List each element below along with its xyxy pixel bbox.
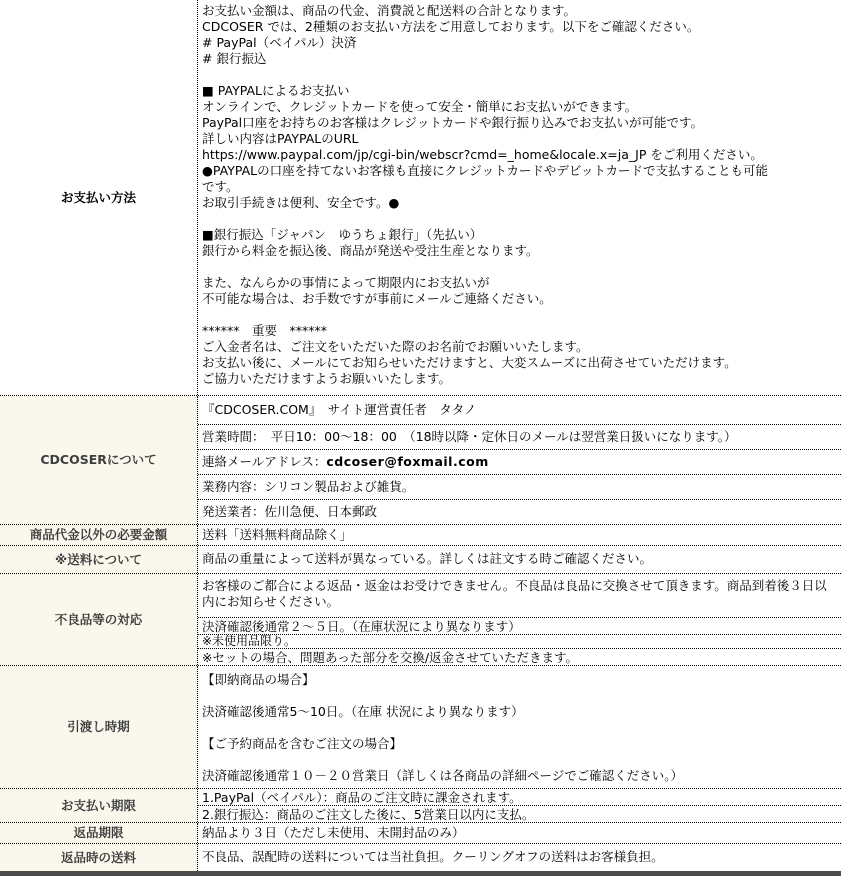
delivery-line: 決済確認後通常１０－２０営業日（詳しくは各商品の詳細ページでご確認ください。） bbox=[202, 768, 684, 783]
payment-line: ご入金者名は、ご注文をいただいた際のお名前でお願いいたします。 bbox=[202, 339, 589, 354]
payment-line: お支払い金額は、商品の代金、消費説と配送料の合計となります。 bbox=[202, 3, 577, 18]
section-return-deadline bbox=[0, 822, 841, 843]
defective-row: ※セットの場合、問題あった部分を交換/返金させていただきます。 bbox=[198, 648, 841, 665]
payment-line: オンラインで、クレジットカードを使って安全・簡単にお支払いができます。 bbox=[202, 99, 638, 114]
return-deadline-text: 納品より３日（ただし未使用、未開封品のみ） bbox=[202, 825, 465, 840]
defective-row: ※未使用品限り。 bbox=[198, 634, 841, 648]
payment-line: PayPal口座をお持ちのお客様はクレジットカードや銀行振り込みでお支払いが可能です。 bbox=[202, 115, 703, 130]
payment-line: ご協力いただけますようお願いいたします。 bbox=[202, 371, 452, 386]
about-row-site: 『CDCOSER.COM』 サイト運営責任者 タタノ bbox=[202, 402, 477, 417]
delivery-line-blank bbox=[202, 720, 837, 736]
section-payment-method bbox=[0, 0, 841, 395]
row-header-payment-deadline: お支払い期限 bbox=[0, 789, 198, 822]
payment-line: # PayPal（ベイパル）決済 bbox=[202, 35, 357, 50]
row-header-delivery: 引渡し時期 bbox=[0, 666, 198, 788]
shipping-note-text: 商品の重量によって送料が異なっている。詳しくは註文する時ご確認ください。 bbox=[202, 551, 653, 566]
about-row-hours: 営業時間： 平日10：00～18：00 （18時以降・定休日のメールは翌営業日扱いになります。） bbox=[198, 424, 841, 449]
section-defective bbox=[0, 573, 841, 665]
delivery-line: 決済確認後通常5～10日。（在庫 状況により異なります） bbox=[202, 704, 524, 719]
payment-line: 銀行から料金を振込後、商品が発送や受注生産となります。 bbox=[202, 243, 539, 258]
payment-line: 詳しい内容はPAYPALのURL bbox=[202, 131, 359, 146]
email-address: cdcoser@foxmail.com bbox=[326, 454, 489, 469]
payment-line: お支払い後に、メールにてお知らせいただけますと、大変スムーズに出荷させていただけます。 bbox=[202, 355, 737, 370]
payment-deadline-row: 1.PayPal（ベイパル）：商品のご注文時に課金されます。 bbox=[202, 790, 522, 805]
section-about bbox=[0, 395, 841, 524]
row-header-about: CDCOSERについて bbox=[0, 396, 198, 524]
payment-line-paypal-url: https://www.paypal.com/jp/cgi-bin/webscr?cmd=_home&locale.x=ja_JP をご利用ください。 bbox=[202, 147, 763, 162]
payment-method-text bbox=[198, 0, 841, 395]
delivery-line-blank bbox=[202, 752, 837, 768]
about-row-business: 業務内容：シリコン製品および雑貨。 bbox=[198, 474, 841, 499]
row-header-defective: 不良品等の対応 bbox=[0, 574, 198, 665]
delivery-line: 【即納商品の場合】 bbox=[202, 672, 315, 687]
payment-line: また、なんらかの事情によって期限内にお支払いが bbox=[202, 275, 490, 290]
payment-line: CDCOSER では、2種類のお支払い方法をご用意しております。以下をご確認ください。 bbox=[202, 19, 700, 34]
payment-line: お取引手続きは便利、安全です。● bbox=[202, 195, 400, 210]
email-label: 連絡メールアドレス： bbox=[202, 454, 327, 469]
section-extra-fees bbox=[0, 524, 841, 545]
section-delivery bbox=[0, 665, 841, 788]
bottom-divider-bar bbox=[0, 871, 841, 876]
payment-line: です。 bbox=[202, 179, 239, 194]
payment-line-blank bbox=[202, 307, 837, 323]
payment-line-blank bbox=[202, 67, 837, 83]
payment-line-blank bbox=[202, 259, 837, 275]
payment-deadline-row: 2.銀行振込：商品のご注文した後に、5営業日以内に支払。 bbox=[198, 805, 841, 822]
section-return-shipping bbox=[0, 843, 841, 871]
delivery-line: 【ご予約商品を含むご注文の場合】 bbox=[202, 736, 403, 751]
payment-line: 不可能な場合は、お手数ですが事前にメールご連絡ください。 bbox=[202, 291, 552, 306]
section-shipping-note bbox=[0, 545, 841, 573]
payment-line: ■ PAYPALによるお支払い bbox=[202, 83, 350, 98]
row-header-payment-method: お支払い方法 bbox=[0, 0, 198, 395]
defective-row: 決済確認後通常２～５日。（在庫状況により異なります） bbox=[198, 617, 841, 634]
payment-line-important: ****** 重要 ****** bbox=[202, 323, 328, 338]
about-row-email bbox=[198, 449, 841, 474]
row-header-shipping-note: ※送料について bbox=[0, 546, 198, 573]
payment-line-blank bbox=[202, 211, 837, 227]
row-header-return-shipping: 返品時の送料 bbox=[0, 844, 198, 871]
row-header-return-deadline: 返品期限 bbox=[0, 823, 198, 843]
section-payment-deadline bbox=[0, 788, 841, 822]
return-shipping-text: 不良品、誤配時の送料については当社負担。クーリングオフの送料はお客様負担。 bbox=[202, 849, 664, 864]
row-header-extra-fees: 商品代金以外の必要金額 bbox=[0, 525, 198, 545]
extra-fees-text: 送料「送料無料商品除く」 bbox=[202, 527, 353, 542]
delivery-line-blank bbox=[202, 688, 837, 704]
payment-line: ●PAYPALの口座を持てないお客様も直接にクレジットカードやデビットカードで支払することも可能 bbox=[202, 163, 769, 178]
defective-row: お客様のご都合による返品・返金はお受けできません。不良品は良品に交換させて頂きます。商品到着後３日以内にお知らせください。 bbox=[202, 578, 827, 609]
payment-line: ■銀行振込「ジャパン ゆうちょ銀行」（先払い） bbox=[202, 227, 483, 242]
delivery-text bbox=[198, 666, 841, 788]
payment-line: # 銀行振込 bbox=[202, 51, 267, 66]
about-row-shipper: 発送業者：佐川急便、日本郵政 bbox=[198, 499, 841, 524]
